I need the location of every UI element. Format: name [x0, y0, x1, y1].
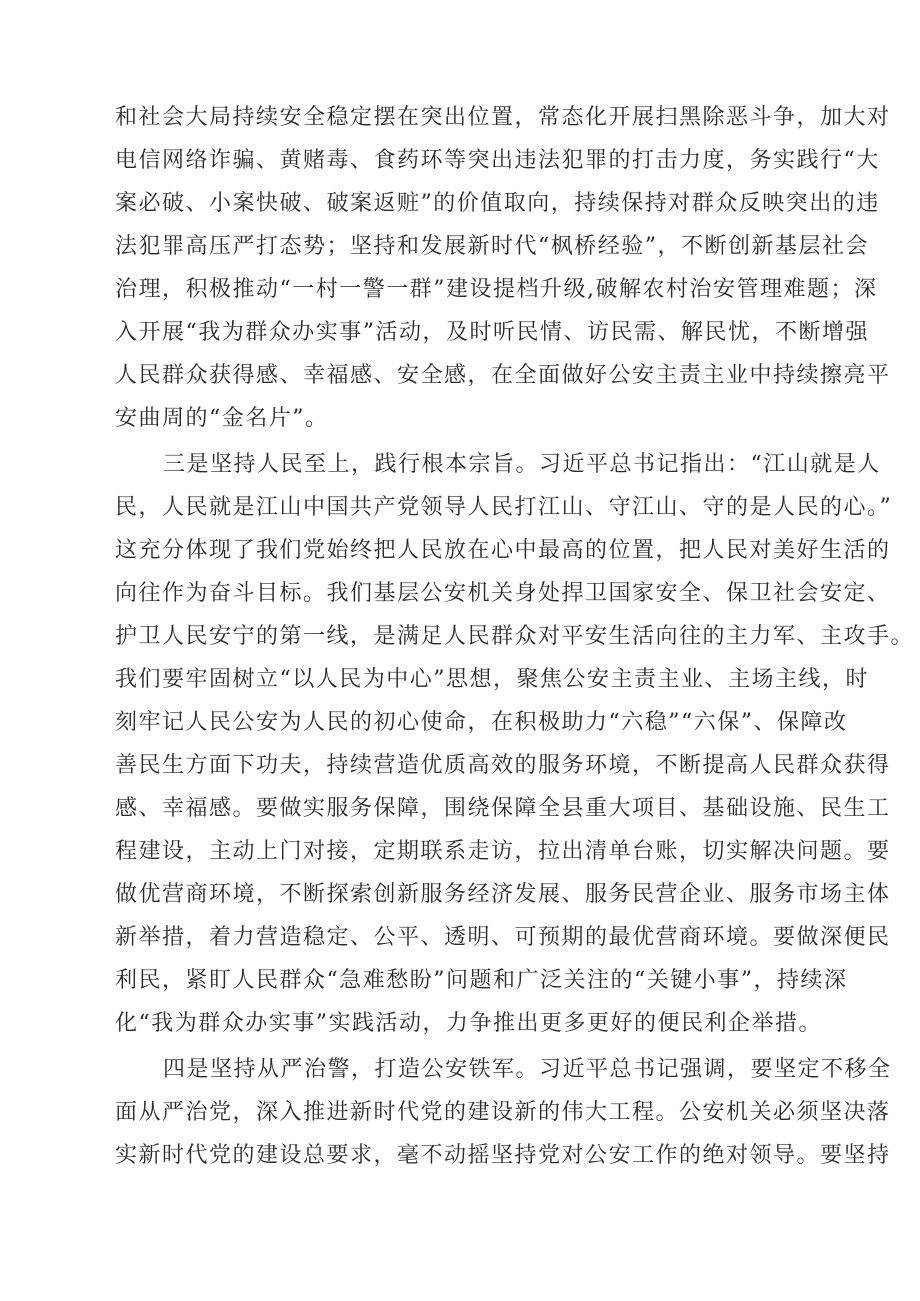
text-line: 做优营商环境，不断探索创新服务经济发展、服务民营企业、服务市场主体: [115, 882, 891, 907]
text-line: 安曲周的“金名片”。: [115, 406, 329, 431]
text-line: 民，人民就是江山中国共产党领导人民打江山、守江山、守的是人民的心。”: [115, 495, 893, 520]
text-line: 实新时代党的建设总要求，毫不动摇坚持党对公安工作的绝对领导。要坚持: [115, 1143, 891, 1168]
text-line: 治理，积极推动“一村一警一群”建设提档升级,破解农村治安管理难题；深: [115, 277, 878, 302]
text-line: 面从严治党，深入推进新时代党的建设新的伟大工程。公安机关必须坚决落: [115, 1100, 891, 1125]
text-line: 善民生方面下功夫，持续营造优质高效的服务环境，不断提高人民群众获得: [115, 753, 891, 778]
text-line: 入开展“我为群众办实事”活动，及时听民情、访民需、解民忧，不断增强: [115, 320, 869, 345]
text-line: 和社会大局持续安全稳定摆在突出位置，常态化开展扫黑除恶斗争，加大对: [115, 105, 891, 130]
text-line: 法犯罪高压严打态势；坚持和发展新时代“枫桥经验”，不断创新基层社会: [115, 234, 869, 259]
paragraph-start-line: 四是坚持从严治警，打造公安铁军。习近平总书记强调，要坚定不移全: [163, 1057, 892, 1082]
text-line: 程建设，主动上门对接，定期联系走访，拉出清单台账，切实解决问题。要: [115, 839, 891, 864]
paragraph-start-line: 三是坚持人民至上，践行根本宗旨。习近平总书记指出：“江山就是人: [163, 452, 881, 477]
text-line: 人民群众获得感、幸福感、安全感，在全面做好公安主责主业中持续擦亮平: [115, 363, 891, 388]
text-line: 感、幸福感。要做实服务保障，围绕保障全县重大项目、基础设施、民生工: [115, 796, 891, 821]
text-line: 电信网络诈骗、黄赌毒、食药环等突出违法犯罪的打击力度，务实践行“大: [115, 148, 880, 173]
text-line: 这充分体现了我们党始终把人民放在心中最高的位置，把人民对美好生活的: [115, 538, 891, 563]
text-line: 化“我为群众办实事”实践活动，力争推出更多更好的便民利企举措。: [115, 1011, 822, 1036]
text-line: 案必破、小案快破、破案返赃”的价值取向，持续保持对群众反映突出的违: [115, 191, 880, 216]
text-line: 新举措，着力营造稳定、公平、透明、可预期的最优营商环境。要做深便民: [115, 925, 891, 950]
text-line: 刻牢记人民公安为人民的初心使命，在积极助力“六稳”“六保”、保障改: [115, 710, 848, 735]
text-line: 我们要牢固树立“以人民为中心”思想，聚焦公安主责主业、主场主线，时: [115, 667, 869, 692]
text-line: 利民，紧盯人民群众“急难愁盼”问题和广泛关注的“关键小事”，持续深: [115, 968, 848, 993]
text-line: 护卫人民安宁的第一线，是满足人民群众对平安生活向往的主力军、主攻手。: [115, 624, 915, 649]
text-line: 向往作为奋斗目标。我们基层公安机关身处捍卫国家安全、保卫社会安定、: [115, 581, 891, 606]
